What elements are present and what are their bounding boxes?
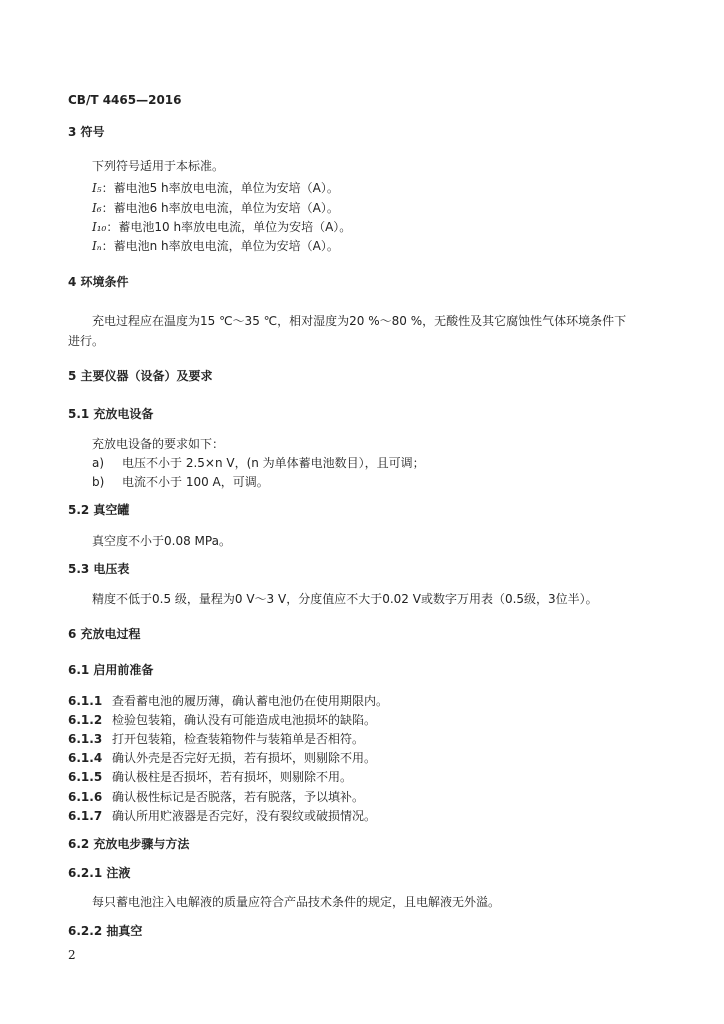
section-5-2-title: 5.2 真空罐 [68,503,130,517]
clause-number: 6.1.3 [68,732,103,746]
list-text: 电压不小于 2.5×n V，(n 为单体蓄电池数目），且可调； [122,456,425,470]
symbol-desc: ：蓄电池n h率放电电流，单位为安培（A）。 [101,239,339,253]
section-5-3-title: 5.3 电压表 [68,562,130,576]
section-4-title: 4 环境条件 [68,275,129,289]
section-5-1-title: 5.1 充放电设备 [68,407,154,421]
section-6-1-title: 6.1 启用前准备 [68,663,154,677]
standard-id: CB/T 4465—2016 [68,93,182,107]
symbol-item [92,200,339,216]
clause-text: 确认极柱是否损坏，若有损坏，则剔除不用。 [112,770,353,784]
symbol-item [92,180,339,196]
section-6-2-1-text: 每只蓄电池注入电解液的质量应符合产品技术条件的规定，且电解液无外溢。 [92,895,501,909]
clause-item [68,808,376,824]
clause-item [68,769,352,785]
list-label: b) [92,475,105,489]
clause-number: 6.1.6 [68,790,103,804]
clause-text: 确认所用贮液器是否完好，没有裂纹或破损情况。 [112,809,377,823]
section-4-para-line1: 充电过程应在温度为15 ℃～35 ℃，相对湿度为20 %～80 %，无酸性及其它腐蚀性气体环境条件下 [92,314,627,328]
symbol-name: I₅ [92,181,102,195]
clause-text: 确认外壳是否完好无损，若有损坏，则剔除不用。 [112,751,377,765]
section-5-title: 5 主要仪器（设备）及要求 [68,369,213,383]
section-5-2-text: 真空度不小于0.08 MPa。 [92,534,231,548]
symbol-name: I₁₀ [92,220,107,234]
section-6-2-title: 6.2 充放电步骤与方法 [68,837,190,851]
section-3-title: 3 符号 [68,125,105,139]
symbol-item [92,238,339,254]
page-number: 2 [68,948,76,962]
clause-text: 检验包装箱，确认没有可能造成电池损坏的缺陷。 [112,713,377,727]
clause-number: 6.1.7 [68,809,103,823]
clause-item [68,712,376,728]
clause-number: 6.1.2 [68,713,103,727]
clause-item [68,789,364,805]
section-5-3-text: 精度不低于0.5 级，量程为0 V～3 V，分度值应不大于0.02 V或数字万用表（0.5级，3位半）。 [92,592,598,606]
list-text: 电流不小于 100 A，可调。 [122,475,269,489]
section-6-2-2-title: 6.2.2 抽真空 [68,924,143,938]
section-6-title: 6 充放电过程 [68,627,141,641]
symbol-name: I₆ [92,201,102,215]
clause-number: 6.1.1 [68,694,103,708]
symbol-desc: ：蓄电池6 h率放电电流，单位为安培（A）。 [101,201,339,215]
clause-number: 6.1.4 [68,751,103,765]
clause-text: 查看蓄电池的履历薄，确认蓄电池仍在使用期限内。 [112,694,389,708]
clause-number: 6.1.5 [68,770,103,784]
list-label: a) [92,456,105,470]
clause-text: 打开包装箱，检查装箱物件与装箱单是否相符。 [112,732,365,746]
clause-item [68,693,388,709]
symbol-name: Iₙ [92,239,102,253]
section-4-para-line2: 进行。 [68,334,105,348]
symbol-desc: ：蓄电池10 h率放电电流，单位为安培（A）。 [106,220,352,234]
section-3-intro: 下列符号适用于本标准。 [92,159,225,173]
clause-text: 确认极性标记是否脱落，若有脱落，予以填补。 [112,790,365,804]
clause-item [68,731,364,747]
section-6-2-1-title: 6.2.1 注液 [68,866,131,880]
list-item [92,455,425,471]
section-5-1-intro: 充放电设备的要求如下： [92,437,225,451]
symbol-item [92,219,351,235]
list-item [92,474,269,490]
clause-item [68,750,376,766]
symbol-desc: ：蓄电池5 h率放电电流，单位为安培（A）。 [101,181,339,195]
